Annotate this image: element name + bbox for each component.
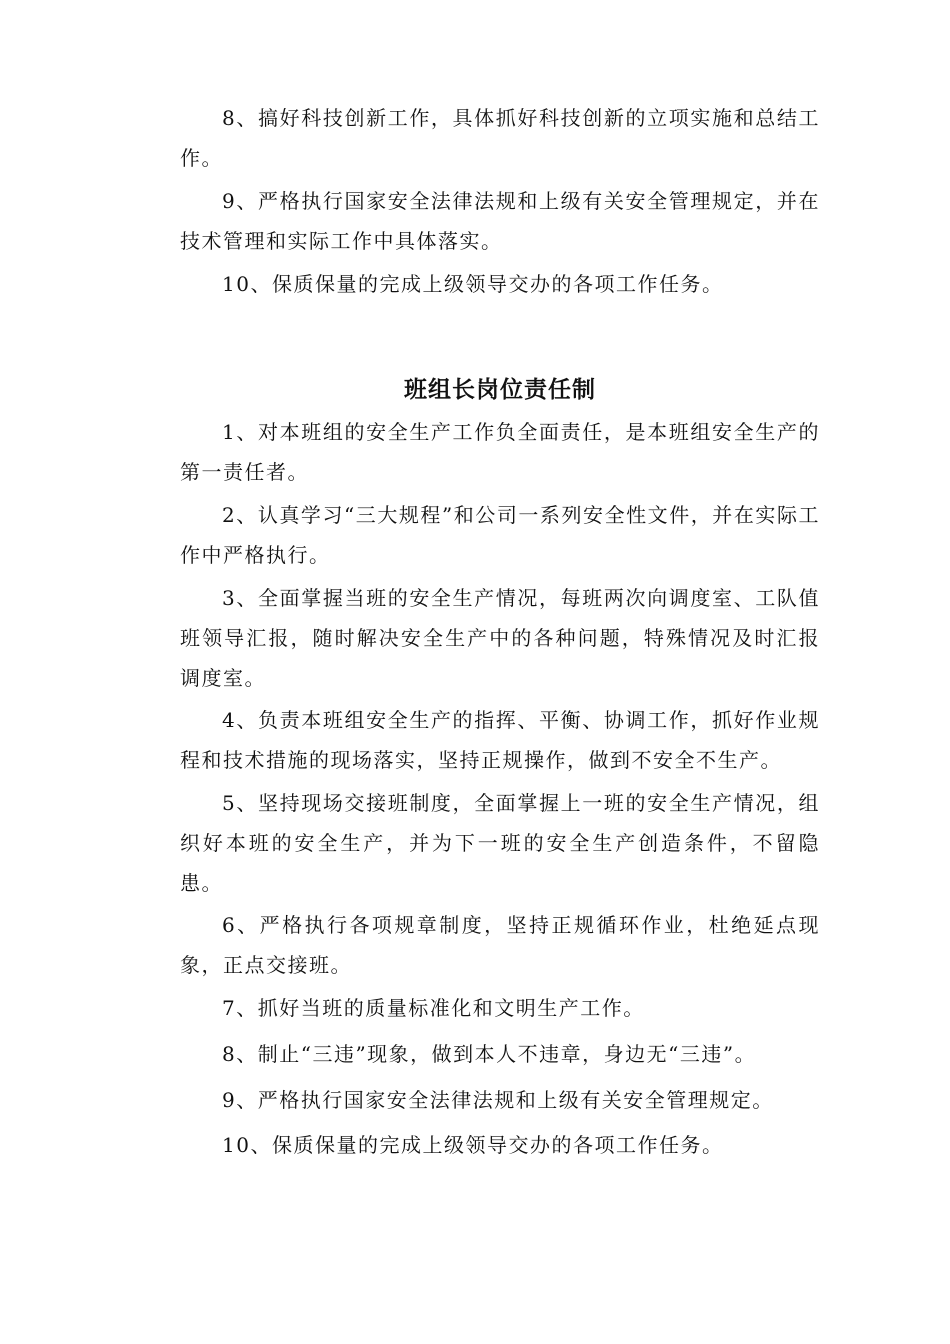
paragraph: 1、对本班组的安全生产工作负全面责任，是本班组安全生产的第一责任者。 <box>180 420 820 484</box>
paragraph: 3、全面掌握当班的安全生产情况，每班两次向调度室、工队值班领导汇报，随时解决安全生产中的各种问题，特殊情况及时汇报调度室。 <box>180 586 820 690</box>
section2-item-1 <box>180 412 820 492</box>
section2-item-4 <box>180 700 820 780</box>
paragraph: 9、严格执行国家安全法律法规和上级有关安全管理规定。 <box>222 1088 774 1112</box>
section1-item-10 <box>180 264 820 304</box>
section1-item-9 <box>180 181 820 261</box>
paragraph: 4、负责本班组安全生产的指挥、平衡、协调工作，抓好作业规程和技术措施的现场落实，坚持正规操作，做到不安全不生产。 <box>180 708 820 772</box>
paragraph: 5、坚持现场交接班制度，全面掌握上一班的安全生产情况，组织好本班的安全生产，并为下一班的安全生产创造条件，不留隐患。 <box>180 791 820 895</box>
section1-item-8 <box>180 98 820 178</box>
section2-item-9 <box>180 1080 820 1120</box>
section2-item-2 <box>180 495 820 575</box>
section2-item-8 <box>180 1034 820 1074</box>
section2-item-7 <box>180 988 820 1028</box>
paragraph: 7、抓好当班的质量标准化和文明生产工作。 <box>222 996 645 1020</box>
paragraph: 9、严格执行国家安全法律法规和上级有关安全管理规定，并在技术管理和实际工作中具体落实。 <box>180 189 820 253</box>
paragraph: 10、保质保量的完成上级领导交办的各项工作任务。 <box>222 1133 724 1157</box>
section2-item-5 <box>180 783 820 903</box>
paragraph: 6、严格执行各项规章制度，坚持正规循环作业，杜绝延点现象，正点交接班。 <box>180 913 820 977</box>
paragraph: 10、保质保量的完成上级领导交办的各项工作任务。 <box>222 272 724 296</box>
paragraph: 8、搞好科技创新工作，具体抓好科技创新的立项实施和总结工作。 <box>180 106 820 170</box>
paragraph: 2、认真学习“三大规程”和公司一系列安全性文件，并在实际工作中严格执行。 <box>180 503 820 567</box>
section2-item-10 <box>180 1125 820 1165</box>
section2-item-3 <box>180 578 820 698</box>
section-title: 班组长岗位责任制 <box>404 377 596 403</box>
paragraph: 8、制止“三违”现象，做到本人不违章，身边无“三违”。 <box>222 1042 757 1066</box>
section2-item-6 <box>180 905 820 985</box>
